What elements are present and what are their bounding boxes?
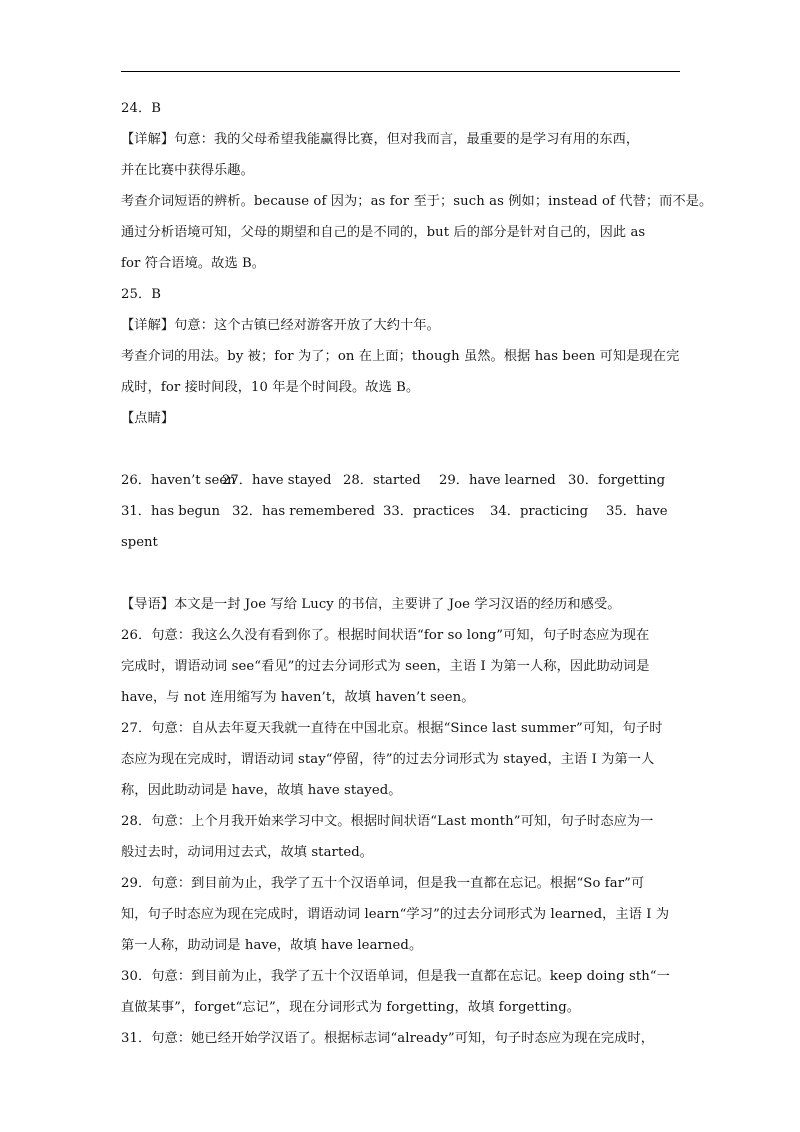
explanation-line: 【详解】句意：我的父母希望我能赢得比赛，但对我而言，最重要的是学习有用的东西， (121, 132, 640, 147)
answer-item: 32．has remembered (232, 504, 376, 519)
explanation-line: 并在比赛中获得乐趣。 (121, 163, 254, 178)
explanation-line: 通过分析语境可知，父母的期望和自己的是不同的，but 后的部分是针对自己的，因此 as (121, 225, 646, 240)
analysis-line: 31．句意：她已经开始学汉语了。根据标志词“already”可知，句子时态应为现在完成时， (121, 1031, 655, 1046)
tip-heading: 【点睛】 (121, 411, 175, 426)
answer-item: 26．haven’t seen (121, 473, 236, 488)
answer-item: 30．forgetting (568, 473, 666, 488)
explanation-line: 成时，for 接时间段，10 年是个时间段。故选 B。 (121, 380, 420, 395)
analysis-line: 29．句意：到目前为止，我学了五十个汉语单词，但是我一直都在忘记。根据“So far”可 (121, 876, 645, 891)
analysis-block (121, 589, 686, 1054)
answer-item: 27．have stayed (222, 473, 332, 488)
question-number: 24．B (121, 101, 162, 116)
analysis-line: 第一人称，助动词是 have，故填 have learned。 (121, 938, 423, 953)
answer-item: 28．started (343, 473, 421, 488)
analysis-line: 完成时，谓语动词 see“看见”的过去分词形式为 seen，主语 I 为第一人称，因此助动词是 (121, 659, 650, 674)
answer-row (121, 527, 686, 558)
analysis-line: 称，因此助动词是 have，故填 have stayed。 (121, 783, 402, 798)
answer-row (121, 496, 686, 527)
document-body (121, 93, 713, 1054)
explanation-line: 【详解】句意：这个古镇已经对游客开放了大约十年。 (121, 318, 440, 333)
explanation-line: for 符合语境。故选 B。 (121, 256, 266, 271)
answer-25-block (121, 279, 686, 434)
analysis-line: 26．句意：我这么久没有看到你了。根据时间状语“for so long”可知，句子时态应为现在 (121, 628, 650, 643)
explanation-line: 考查介词短语的辨析。because of 因为；as for 至于；such as 例如；instead of 代替；而不是。 (121, 194, 713, 209)
answer-item: 29．have learned (439, 473, 556, 488)
analysis-line: 知，句子时态应为现在完成时，谓语动词 learn“学习”的过去分词形式为 learned，主语 I 为 (121, 907, 670, 922)
answer-key (121, 465, 686, 558)
analysis-line: 30．句意：到目前为止，我学了五十个汉语单词，但是我一直都在忘记。keep doing sth“一 (121, 969, 670, 984)
analysis-line: 27．句意：自从去年夏天我就一直待在中国北京。根据“Since last summer”可知，句子时 (121, 721, 663, 736)
answer-item: 34．practicing (490, 504, 589, 519)
question-number: 25．B (121, 287, 162, 302)
answer-row (121, 465, 686, 496)
spacer (121, 434, 686, 465)
analysis-line: 般过去时，动词用过去式，故填 started。 (121, 845, 374, 860)
answer-item: 31．has begun (121, 504, 220, 519)
answer-24-block (121, 93, 713, 279)
answer-item: 33．practices (383, 504, 475, 519)
analysis-line: 直做某事”，forget“忘记”，现在分词形式为 forgetting，故填 forgetting。 (121, 1000, 581, 1015)
analysis-line: 态应为现在完成时，谓语动词 stay“停留，待”的过去分词形式为 stayed，主语 I 为第一人 (121, 752, 655, 767)
analysis-line: have，与 not 连用缩写为 haven’t，故填 haven’t seen。 (121, 690, 475, 705)
header-rule (121, 71, 680, 72)
intro-line: 【导语】本文是一封 Joe 写给 Lucy 的书信，主要讲了 Joe 学习汉语的经历和感受。 (121, 597, 621, 612)
explanation-line: 考查介词的用法。by 被；for 为了；on 在上面；though 虽然。根据 has been 可知是现在完 (121, 349, 680, 364)
answer-item: spent (121, 535, 158, 550)
answer-item: 35．have (606, 504, 668, 519)
spacer (121, 558, 686, 589)
analysis-line: 28．句意：上个月我开始来学习中文。根据时间状语“Last month”可知，句子时态应为一 (121, 814, 654, 829)
